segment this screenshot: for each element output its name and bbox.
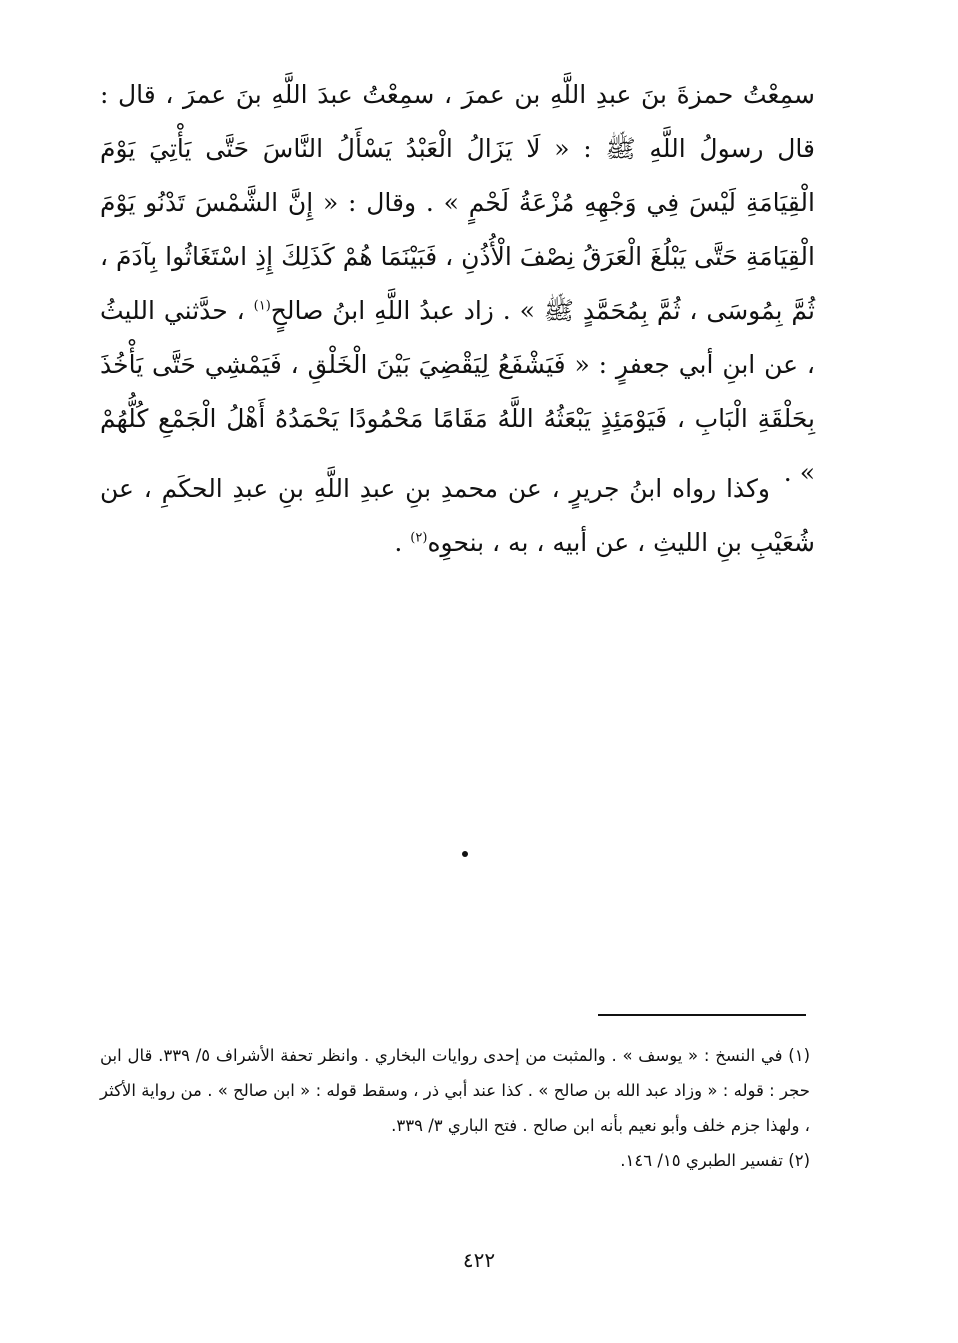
paragraph-narration [100, 462, 815, 570]
footnote-2: (٢) تفسير الطبري ١٥/ ١٤٦. [620, 1151, 810, 1170]
ink-dot [462, 851, 468, 857]
paragraph-text: سمِعْتُ حمزةَ بنَ عبدِ اللَّهِ بن عمرَ ، سمِعْتُ عبدَ اللَّهِ بنَ عمرَ ، قال : قال رسولُ اللَّهِ ﷺ : « لَا يَزَالُ الْعَبْدُ يَسْأَلُ النَّاسَ حَتَّى يَأْتِيَ يَوْمَ الْقِيَامَةِ لَيْسَ فِي وَجْهِهِ مُزْعَةُ لَحْمٍ » . وقال : « إِنَّ الشَّمْسَ تَدْنُو يَوْمَ الْقِيَامَةِ حَتَّى يَبْلُغَ الْعَرَقُ نِصْفَ الْأُذُنِ ، فَبَيْنَمَا هُمْ كَذَلِكَ إِذِ اسْتَغَاثُوا بِآدَمَ ، ثُمَّ بِمُوسَى ، ثُمَّ بِمُحَمَّدٍ ﷺ » . زاد عبدُ اللَّهِ ابنُ صالحٍ [100, 80, 816, 325]
paragraph-text-continued: ، حدَّثني الليثُ ، عن ابنِ أبي جعفرٍ : « فَيَشْفَعُ لِيَقْضِيَ بَيْنَ الْخَلْقِ ، فَيَمْشِي حَتَّى يَأْخُذَ بِحَلْقَةِ الْبَابِ ، فَيَوْمَئِذٍ يَبْعَثُهُ اللَّهُ مَقَامًا مَحْمُودًا يَحْمَدُهُ أَهْلُ الْجَمْعِ كُلُّهُمْ » . [100, 296, 815, 487]
paragraph-end: . [394, 528, 411, 557]
footnote-ref-2[interactable]: (٢) [410, 530, 428, 546]
paragraph-hadith [100, 68, 815, 500]
footnote-1: (١) في النسخ : « يوسف » . والمثبت من إحدى روايات البخاري . وانظر تحفة الأشراف ٥/ ٣٣٩. قال ابن حجر : قوله : « وزاد عبد الله بن صالح » . كذا عند أبي ذر ، وسقط قوله : « ابن صالح » . من رواية الأكثر ، ولهذا جزم خلف وأبو نعيم بأنه ابن صالح . فتح الباري ٣/ ٣٣٩. [100, 1046, 811, 1135]
footnotes-section [100, 1038, 810, 1178]
paragraph-text: وكذا رواه ابنُ جريرٍ ، عن محمدِ بنِ عبدِ اللَّهِ بنِ عبدِ الحكَمِ ، عن شُعَيْبِ بنِ الليثِ ، عن أبيه ، به ، بنحوِه [100, 474, 815, 557]
footnote-ref-1[interactable]: (١) [253, 298, 271, 314]
page-number: ٤٢٢ [462, 1248, 496, 1272]
footnote-separator [598, 1014, 806, 1016]
